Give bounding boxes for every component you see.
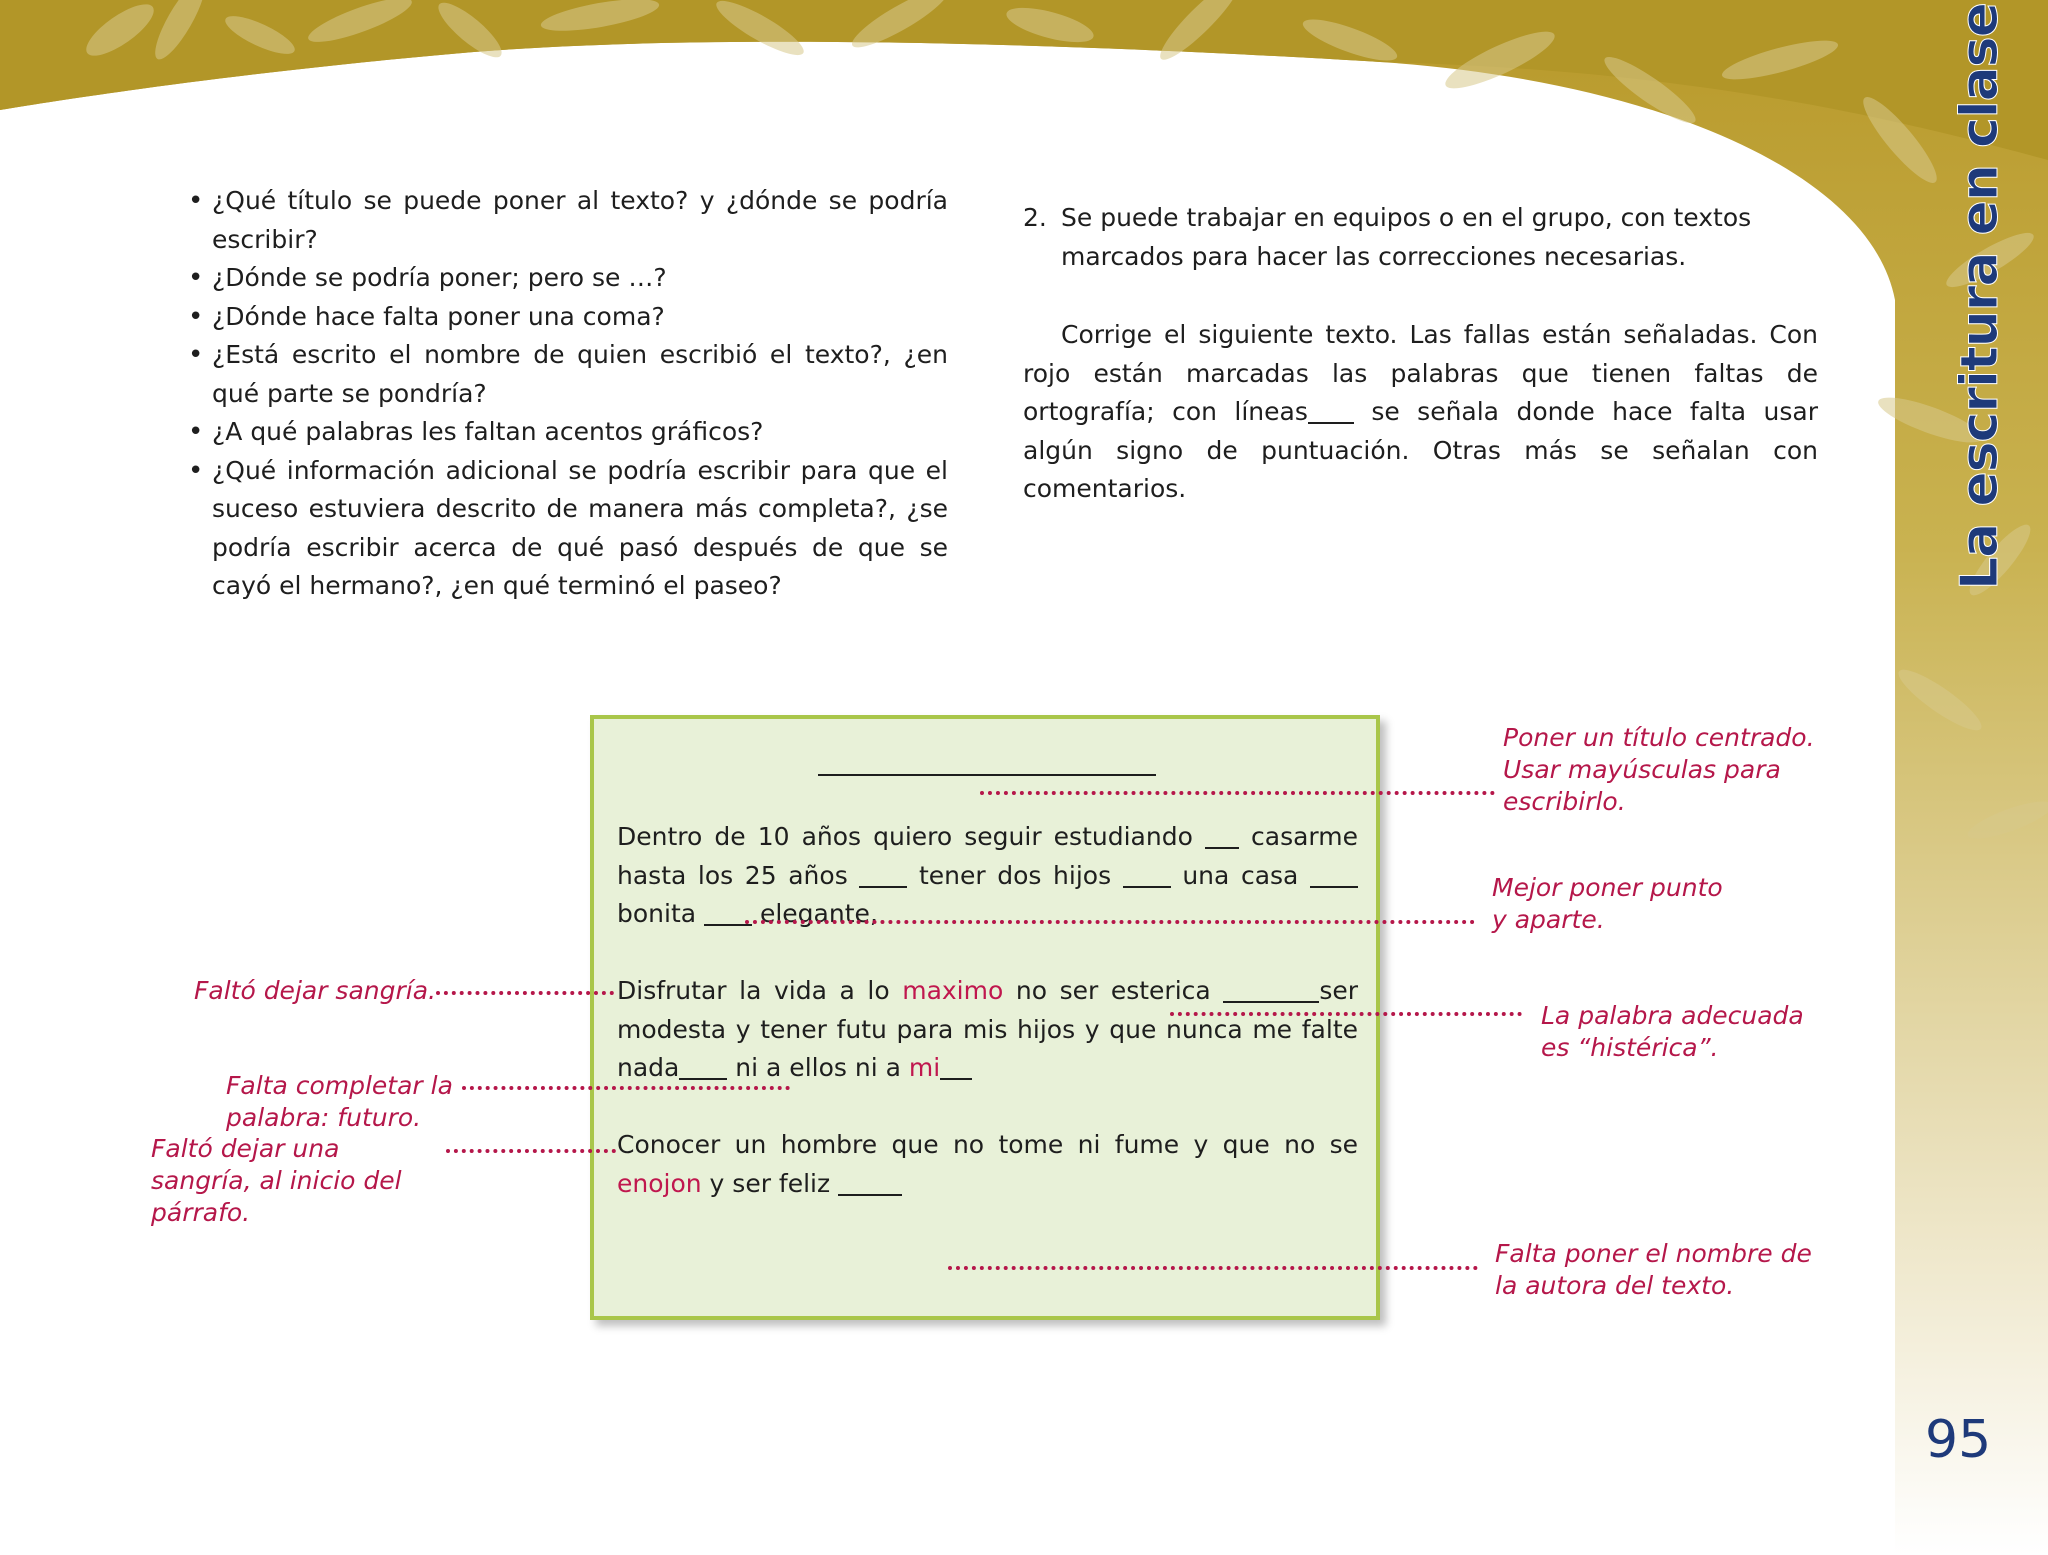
spelling-error: mi: [908, 1053, 941, 1082]
blank-line: [1123, 861, 1171, 888]
title-blank-line: [818, 774, 1156, 776]
step-number: 2.: [1023, 203, 1047, 232]
essay-paragraph-3: Conocer un hombre que no tome ni fume y que no se enojon y ser feliz: [617, 1130, 1358, 1198]
blank-line: [679, 1053, 727, 1080]
annotation-leader: [1170, 1012, 1522, 1016]
essay-paragraph-2: Disfrutar la vida a lo maximo no ser esterica ser modesta y tener futu para mis hijos y que nunca me falte nada ni a ellos ni a mi: [617, 976, 1358, 1082]
list-item: • ¿Dónde se podría poner; pero se …?: [188, 259, 948, 298]
blank-line: [1205, 822, 1239, 849]
blank-line: [1223, 976, 1319, 1003]
list-item: • ¿Dónde hace falta poner una coma?: [188, 298, 948, 337]
section-title: La escritura en clase: [1950, 3, 2010, 590]
step-2: [1023, 199, 1818, 276]
annotation-leader: [462, 1086, 790, 1090]
annotation-sangria-inicio: Faltó dejar una sangría, al inicio del párrafo.: [151, 1134, 402, 1227]
spelling-error: enojon: [617, 1168, 702, 1198]
question-list: [188, 182, 948, 606]
step-text: Se puede trabajar en equipos o en el grupo, con textos marcados para hacer las correcciones necesarias.: [1061, 203, 1752, 271]
annotation-leader: [436, 991, 614, 995]
instructions-paragraph: Corrige el siguiente texto. Las fallas están señaladas. Con rojo están marcadas las palabras que tienen faltas de ortografía; con líneas se señala donde hace falta usar algún signo de puntuación. Otras más se señalan con comentarios.: [1023, 320, 1818, 503]
blank-line: [1308, 397, 1354, 424]
annotation-punto: Mejor poner punto y aparte.: [1492, 873, 1723, 934]
annotation-futuro: Falta completar la palabra: futuro.: [226, 1071, 453, 1132]
spelling-error: maximo: [902, 976, 1004, 1005]
list-item: • ¿A qué palabras les faltan acentos gráficos?: [188, 413, 948, 452]
blank-line: [838, 1169, 902, 1196]
blank-line: [940, 1053, 972, 1080]
essay-paragraph-1: Dentro de 10 años quiero seguir estudiando casarme hasta los 25 años tener dos hijos una casa bonita elegante,: [617, 822, 1358, 928]
annotation-leader: [745, 920, 1475, 924]
annotation-historica: La palabra adecuada es “histérica”.: [1541, 1001, 1804, 1062]
list-item: • ¿Qué título se puede poner al texto? y ¿dónde se podría escribir?: [188, 182, 948, 259]
list-item: • ¿Qué información adicional se podría escribir para que el suceso estuviera descrito de manera más completa?, ¿se podría escribir acerca de qué pasó después de que se cayó el hermano?, ¿en qué terminó el paseo?: [188, 452, 948, 606]
page-number: 95: [1925, 1410, 1992, 1470]
annotation-autora: Falta poner el nombre de la autora del texto.: [1495, 1239, 1812, 1300]
blank-line: [1310, 861, 1358, 888]
annotation-leader: [980, 791, 1495, 795]
blank-line: [859, 861, 907, 888]
annotation-leader: [948, 1266, 1478, 1270]
annotation-leader: [446, 1149, 616, 1153]
list-item: • ¿Está escrito el nombre de quien escribió el texto?, ¿en qué parte se pondría?: [188, 336, 948, 413]
annotation-title: Poner un título centrado. Usar mayúsculas para escribirlo.: [1503, 723, 1815, 816]
annotation-sangria: Faltó dejar sangría.: [194, 976, 436, 1005]
